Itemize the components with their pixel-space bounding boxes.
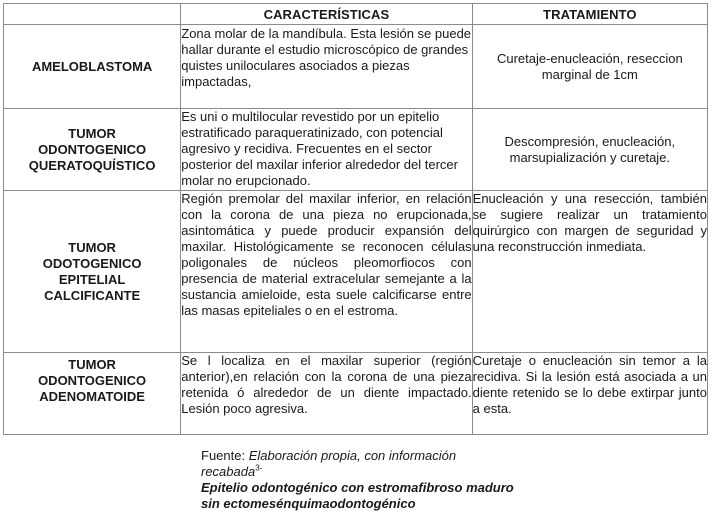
source-text: Elaboración propia, con información recabada xyxy=(201,448,457,479)
treatment-cell: Enucleación y una resección, también se sugiere realizar un tratamiento quirúrgico con margen de seguridad y una reconstrucción inmediata. xyxy=(472,191,707,353)
tumor-name-line: TUMOR xyxy=(68,357,116,372)
table-row xyxy=(4,191,708,353)
table-row xyxy=(4,25,708,109)
characteristics-cell: Es uni o multilocular revestido por un epitelio estratificado paraqueratinizado, con potencial agresivo y recidiva. Frecuentes en el sector posterior del maxilar inferior alrededor del tercer molar no erupcionado. xyxy=(181,109,472,191)
tumor-name-line: EPITELIAL xyxy=(58,271,126,287)
tumor-name-line: TUMOR xyxy=(68,125,116,141)
header-empty xyxy=(4,4,181,25)
tumor-name-line: QUERATOQUÍSTICO xyxy=(28,157,156,173)
table-footnote xyxy=(201,448,521,512)
source-superscript: 3- xyxy=(255,463,263,473)
tumor-name-cell xyxy=(4,25,181,109)
tumor-name-line: CALCIFICANTE xyxy=(44,287,141,303)
characteristics-cell: Región premolar del maxilar inferior, en relación con la corona de una pieza no erupcionada, asintomática y puede producir expansión del maxilar. Histológicamente se reconocen células poligonales de núcleos pleomorfiocos con presencia de material extracelular semejante a la sustancia amieloide, esta suele calcificarse entre las masas epiteliales o en el estroma. xyxy=(181,191,472,353)
table-row xyxy=(4,109,708,191)
treatment-cell: Curetaje o enucleación sin temor a la recidiva. Si la lesión está asociada a un diente retenido se lo debe extirpar junto a esta. xyxy=(472,353,707,435)
table-header-row xyxy=(4,4,708,25)
tumor-name-line: ODONTOGENICO xyxy=(38,141,147,157)
header-tratamiento: TRATAMIENTO xyxy=(472,4,707,25)
header-caracteristicas: CARACTERÍSTICAS xyxy=(181,4,472,25)
tumor-name-line: TUMOR xyxy=(68,239,116,255)
source-label: Fuente: xyxy=(201,448,249,463)
tumor-name-line: AMELOBLASTOMA xyxy=(31,58,153,74)
tumor-name-line: ODOTOGENICO xyxy=(42,255,142,271)
tumor-name-cell xyxy=(4,109,181,191)
source-line xyxy=(201,448,521,480)
treatment-cell: Curetaje-enucleación, reseccion marginal de 1cm xyxy=(472,25,707,109)
tumor-comparison-table xyxy=(3,3,708,435)
tumor-name-line: ODONTOGENICO xyxy=(38,373,147,388)
characteristics-cell: Se l localiza en el maxilar superior (región anterior),en relación con la corona de una pieza retenida ó alrededor de un diente impactado. Lesión poco agresiva. xyxy=(181,353,472,435)
table-row xyxy=(4,353,708,435)
tumor-name-cell xyxy=(4,353,181,435)
tumor-name-line: ADENOMATOIDE xyxy=(39,389,145,404)
footnote-bold-text: Epitelio odontogénico con estromafibroso maduro sin ectomesénquimaodontogénico xyxy=(201,480,514,511)
tumor-name-cell xyxy=(4,191,181,353)
characteristics-cell: Zona molar de la mandíbula. Esta lesión se puede hallar durante el estudio microscópico de grandes quistes uniloculares asociados a piezas impactadas, xyxy=(181,25,472,109)
treatment-cell: Descompresión, enucleación, marsupialización y curetaje. xyxy=(472,109,707,191)
